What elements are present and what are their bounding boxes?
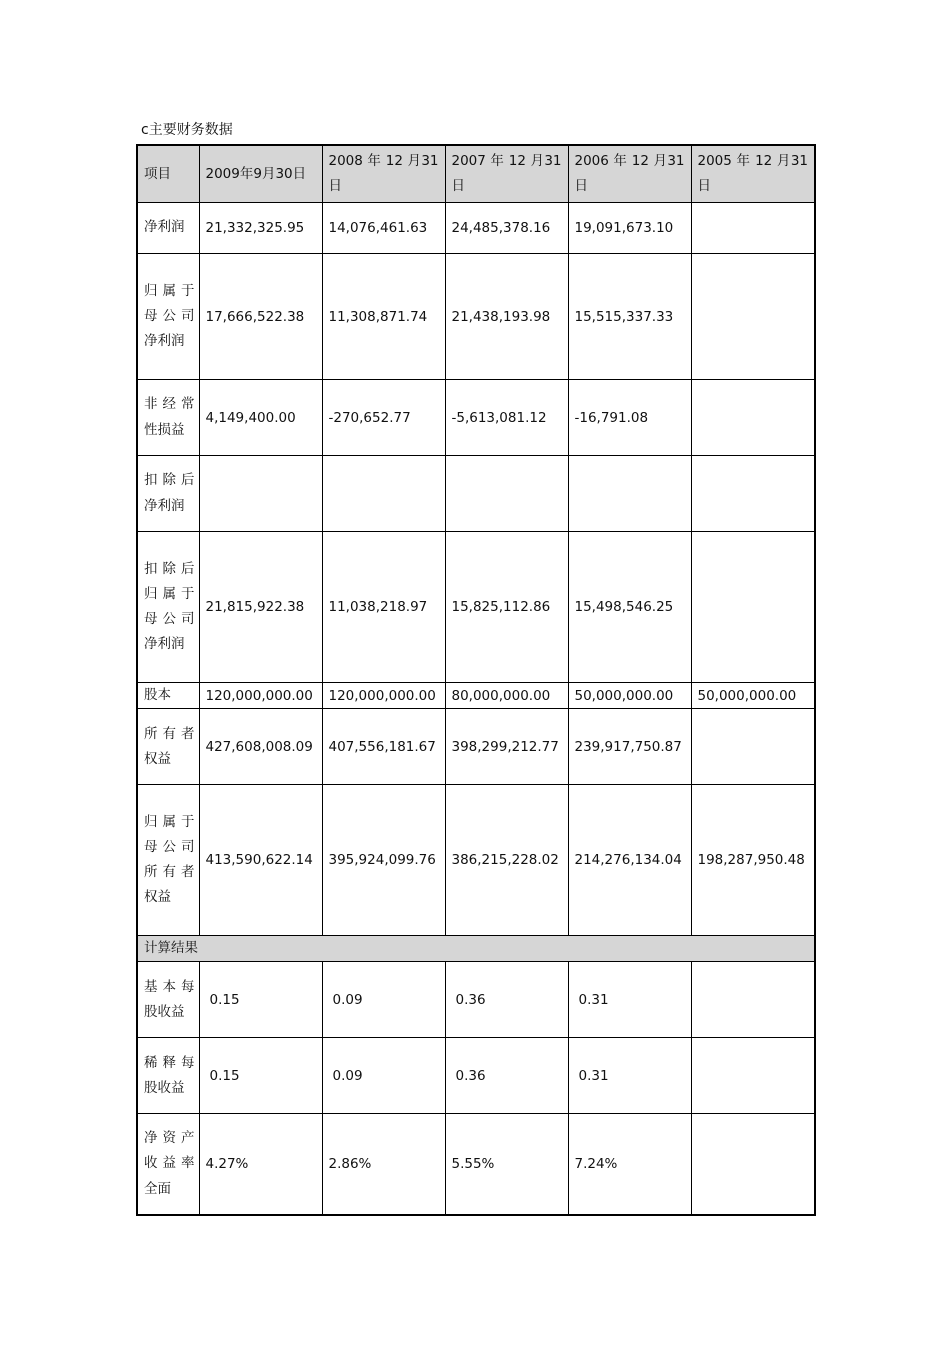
table-cell <box>691 456 815 532</box>
row-label-text: 基本每股收益 <box>144 978 195 1020</box>
table-cell: 427,608,008.09 <box>199 709 322 785</box>
row-label <box>137 785 199 936</box>
row-label <box>137 456 199 532</box>
table-cell <box>691 380 815 456</box>
table-cell: 0.31 <box>568 962 691 1038</box>
calc-section-label: 计算结果 <box>137 936 815 962</box>
row-label-text: 净资产收益率全面 <box>144 1130 195 1197</box>
table-cell: -16,791.08 <box>568 380 691 456</box>
table-cell: 50,000,000.00 <box>568 683 691 709</box>
financial-data-table <box>136 144 816 1216</box>
table-cell: 21,815,922.38 <box>199 532 322 683</box>
table-cell <box>691 1114 815 1215</box>
table-row <box>137 532 815 683</box>
row-label <box>137 203 199 254</box>
table-cell: 11,308,871.74 <box>322 254 445 380</box>
table-row <box>137 380 815 456</box>
row-label-text: 扣除后净利润 <box>144 472 195 514</box>
table-row <box>137 683 815 709</box>
table-cell: 0.09 <box>322 962 445 1038</box>
table-cell: 120,000,000.00 <box>322 683 445 709</box>
table-cell: 4,149,400.00 <box>199 380 322 456</box>
table-cell <box>691 1038 815 1114</box>
row-label-text: 非经常性损益 <box>144 396 195 438</box>
row-label <box>137 1038 199 1114</box>
row-label-text: 扣除后归属于母公司净利润 <box>144 560 195 653</box>
table-cell <box>691 532 815 683</box>
table-cell: 80,000,000.00 <box>445 683 568 709</box>
row-label-text: 归属于母公司净利润 <box>144 282 195 350</box>
table-cell: 5.55% <box>445 1114 568 1215</box>
table-cell: 0.09 <box>322 1038 445 1114</box>
table-cell: -5,613,081.12 <box>445 380 568 456</box>
header-item: 项目 <box>137 145 199 203</box>
row-label <box>137 254 199 380</box>
table-cell <box>199 456 322 532</box>
table-cell: 198,287,950.48 <box>691 785 815 936</box>
table-row <box>137 203 815 254</box>
table-header-row <box>137 145 815 203</box>
table-cell: 50,000,000.00 <box>691 683 815 709</box>
table-cell: 21,332,325.95 <box>199 203 322 254</box>
row-label <box>137 962 199 1038</box>
row-label <box>137 709 199 785</box>
row-label-text: 归属于母公司所有者权益 <box>144 813 195 906</box>
row-label-text: 净利润 <box>144 219 185 236</box>
table-cell: 4.27% <box>199 1114 322 1215</box>
table-cell: 0.36 <box>445 962 568 1038</box>
table-cell <box>568 456 691 532</box>
table-row <box>137 962 815 1038</box>
table-cell: 14,076,461.63 <box>322 203 445 254</box>
table-cell: 398,299,212.77 <box>445 709 568 785</box>
row-label <box>137 1114 199 1215</box>
table-cell: 7.24% <box>568 1114 691 1215</box>
table-cell: -270,652.77 <box>322 380 445 456</box>
table-cell: 120,000,000.00 <box>199 683 322 709</box>
table-cell: 0.31 <box>568 1038 691 1114</box>
table-cell: 0.15 <box>199 1038 322 1114</box>
table-cell <box>691 962 815 1038</box>
table-cell <box>445 456 568 532</box>
row-label <box>137 532 199 683</box>
table-cell: 214,276,134.04 <box>568 785 691 936</box>
header-2005-12-31: 2005 年 12 月31 日 <box>691 145 815 203</box>
header-2006-12-31: 2006 年 12 月31 日 <box>568 145 691 203</box>
table-cell: 386,215,228.02 <box>445 785 568 936</box>
table-cell: 21,438,193.98 <box>445 254 568 380</box>
table-cell: 239,917,750.87 <box>568 709 691 785</box>
table-cell <box>691 709 815 785</box>
table-row <box>137 1038 815 1114</box>
calc-section-row <box>137 936 815 962</box>
header-2008-12-31: 2008 年 12 月31 日 <box>322 145 445 203</box>
table-cell <box>691 254 815 380</box>
table-cell: 407,556,181.67 <box>322 709 445 785</box>
table-row <box>137 254 815 380</box>
table-cell: 15,825,112.86 <box>445 532 568 683</box>
table-cell: 0.15 <box>199 962 322 1038</box>
table-cell <box>691 203 815 254</box>
row-label-text: 稀释每股收益 <box>144 1054 195 1096</box>
table-cell: 395,924,099.76 <box>322 785 445 936</box>
row-label <box>137 683 199 709</box>
table-cell: 15,515,337.33 <box>568 254 691 380</box>
row-label-text: 股本 <box>144 687 171 703</box>
table-row <box>137 456 815 532</box>
table-cell: 15,498,546.25 <box>568 532 691 683</box>
table-cell: 17,666,522.38 <box>199 254 322 380</box>
row-label <box>137 380 199 456</box>
table-cell <box>322 456 445 532</box>
table-cell: 19,091,673.10 <box>568 203 691 254</box>
table-row <box>137 709 815 785</box>
table-row <box>137 785 815 936</box>
table-row <box>137 1114 815 1215</box>
table-cell: 413,590,622.14 <box>199 785 322 936</box>
table-cell: 11,038,218.97 <box>322 532 445 683</box>
table-cell: 0.36 <box>445 1038 568 1114</box>
table-cell: 2.86% <box>322 1114 445 1215</box>
header-2007-12-31: 2007 年 12 月31 日 <box>445 145 568 203</box>
section-title: c主要财务数据 <box>141 122 233 138</box>
row-label-text: 所有者权益 <box>144 725 195 767</box>
table-cell: 24,485,378.16 <box>445 203 568 254</box>
header-2009-09-30: 2009年9月30日 <box>199 145 322 203</box>
